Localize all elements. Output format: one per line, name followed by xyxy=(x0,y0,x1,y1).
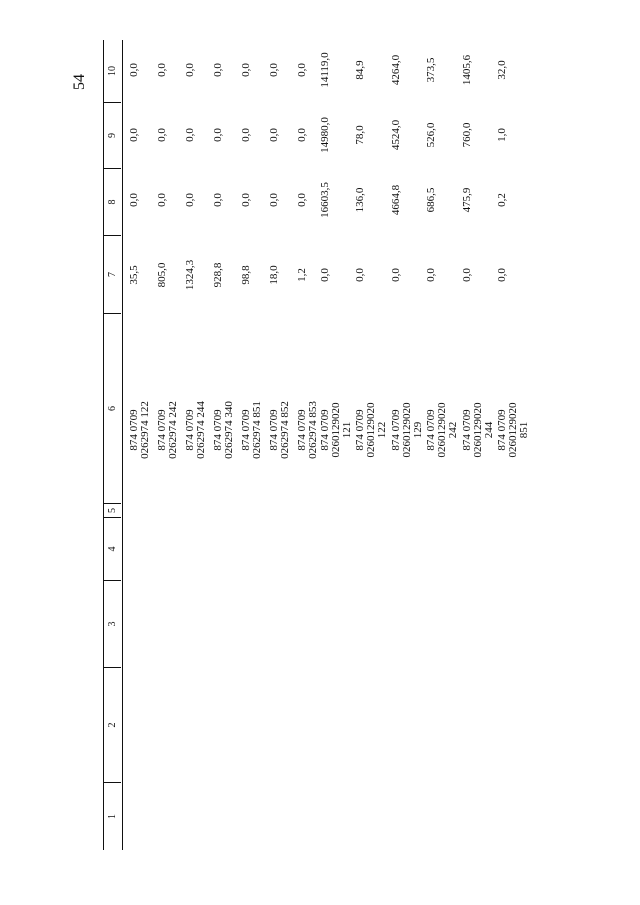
table-cell-c6 xyxy=(497,370,530,490)
table-cell-c8: 16603,5 xyxy=(319,182,331,218)
table-cell-c8: 686,5 xyxy=(425,187,437,213)
table-cell-c9: 0,0 xyxy=(156,128,168,142)
table-cell-c9: 0,0 xyxy=(128,128,140,142)
header-col-10: 10 xyxy=(104,40,121,103)
cell-line: 874 0709 xyxy=(319,409,331,451)
cell-line: 0260129020 xyxy=(472,402,484,458)
table-cell-c7: 0,0 xyxy=(461,268,473,282)
table-cell-c6 xyxy=(129,370,151,490)
cell-line: 0262974 242 xyxy=(167,401,179,459)
cell-line: 0260129020 xyxy=(401,402,413,458)
table-cell-c10: 0,0 xyxy=(184,63,196,77)
budget-table xyxy=(103,40,533,850)
table-cell-c9: 0,0 xyxy=(212,128,224,142)
table-cell-c10: 14119,0 xyxy=(319,52,331,88)
table-cell-c7: 1324,3 xyxy=(184,259,196,291)
table-cell-c7: 0,0 xyxy=(390,268,402,282)
header-col-9: 9 xyxy=(104,103,121,169)
table-cell-c6 xyxy=(185,370,207,490)
cell-line: 874 0709 xyxy=(240,409,252,451)
table-cell-c10: 0,0 xyxy=(268,63,280,77)
table-cell-c6 xyxy=(269,370,291,490)
header-col-7: 7 xyxy=(104,236,121,314)
table-cell-c9: 760,0 xyxy=(461,122,473,148)
cell-line: 874 0709 xyxy=(184,409,196,451)
table-cell-c8: 0,0 xyxy=(156,193,168,207)
table-cell-c7: 0,0 xyxy=(496,268,508,282)
table-cell-c9: 1,0 xyxy=(496,128,508,142)
table-row xyxy=(353,40,393,850)
table-cell-c8: 475,9 xyxy=(461,187,473,213)
cell-line: 874 0709 xyxy=(296,409,308,451)
cell-line: 0262974 853 xyxy=(307,401,319,459)
table-cell-c7: 98,8 xyxy=(240,265,252,285)
cell-line: 874 0709 xyxy=(425,409,437,451)
table-header-row xyxy=(103,40,123,850)
cell-line: 122 xyxy=(376,421,388,439)
cell-line: 0260129020 xyxy=(507,402,519,458)
cell-line: 242 xyxy=(447,421,459,439)
cell-line: 874 0709 xyxy=(128,409,140,451)
header-col-3: 3 xyxy=(104,581,121,668)
table-cell-c10: 0,0 xyxy=(296,63,308,77)
header-col-4: 4 xyxy=(104,518,121,581)
table-cell-c9: 14980,0 xyxy=(319,117,331,153)
cell-line: 121 xyxy=(341,421,353,439)
header-col-5: 5 xyxy=(104,504,121,518)
page-number: 54 xyxy=(71,74,88,90)
table-cell-c8: 0,0 xyxy=(184,193,196,207)
table-cell-c6 xyxy=(426,370,459,490)
table-cell-c7: 0,0 xyxy=(354,268,366,282)
cell-line: 874 0709 xyxy=(212,409,224,451)
table-cell-c6 xyxy=(355,370,388,490)
table-cell-c9: 78,0 xyxy=(354,125,366,145)
table-cell-c6 xyxy=(297,370,319,490)
cell-line: 874 0709 xyxy=(268,409,280,451)
header-col-8: 8 xyxy=(104,169,121,236)
table-cell-c8: 4664,8 xyxy=(390,184,402,216)
table-cell-c8: 0,0 xyxy=(296,193,308,207)
table-cell-c9: 0,0 xyxy=(184,128,196,142)
table-cell-c7: 1,2 xyxy=(296,268,308,282)
table-cell-c8: 0,2 xyxy=(496,193,508,207)
table-cell-c9: 0,0 xyxy=(240,128,252,142)
table-cell-c6 xyxy=(213,370,235,490)
table-cell-c10: 32,0 xyxy=(496,60,508,80)
cell-line: 0260129020 xyxy=(330,402,342,458)
table-cell-c10: 4264,0 xyxy=(390,54,402,86)
table-cell-c6 xyxy=(320,370,353,490)
table-cell-c7: 928,8 xyxy=(212,262,224,288)
table-cell-c10: 0,0 xyxy=(212,63,224,77)
table-row xyxy=(460,40,500,850)
table-cell-c10: 84,9 xyxy=(354,60,366,80)
table-cell-c6 xyxy=(157,370,179,490)
cell-line: 0260129020 xyxy=(436,402,448,458)
table-row xyxy=(424,40,464,850)
table-cell-c7: 18,0 xyxy=(268,265,280,285)
cell-line: 874 0709 xyxy=(461,409,473,451)
header-col-2: 2 xyxy=(104,668,121,783)
header-col-6: 6 xyxy=(104,314,121,504)
table-cell-c8: 0,0 xyxy=(240,193,252,207)
table-cell-c8: 0,0 xyxy=(128,193,140,207)
cell-line: 0262974 244 xyxy=(195,401,207,459)
table-cell-c8: 0,0 xyxy=(212,193,224,207)
table-row xyxy=(495,40,535,850)
cell-line: 0262974 852 xyxy=(279,401,291,459)
cell-line: 0262974 851 xyxy=(251,401,263,459)
table-cell-c10: 0,0 xyxy=(156,63,168,77)
cell-line: 874 0709 xyxy=(390,409,402,451)
cell-line: 244 xyxy=(483,421,495,439)
table-cell-c8: 136,0 xyxy=(354,187,366,213)
table-cell-c6 xyxy=(391,370,424,490)
table-cell-c10: 0,0 xyxy=(240,63,252,77)
table-row xyxy=(389,40,429,850)
table-cell-c9: 0,0 xyxy=(268,128,280,142)
cell-line: 874 0709 xyxy=(354,409,366,451)
cell-line: 851 xyxy=(518,421,530,439)
table-cell-c6 xyxy=(462,370,495,490)
table-cell-c6 xyxy=(241,370,263,490)
table-cell-c7: 805,0 xyxy=(156,262,168,288)
table-cell-c7: 0,0 xyxy=(425,268,437,282)
cell-line: 874 0709 xyxy=(496,409,508,451)
table-cell-c9: 0,0 xyxy=(296,128,308,142)
header-col-1: 1 xyxy=(107,814,118,819)
table-cell-c7: 35,5 xyxy=(128,265,140,285)
table-cell-c7: 0,0 xyxy=(319,268,331,282)
cell-line: 0260129020 xyxy=(365,402,377,458)
table-cell-c9: 526,0 xyxy=(425,122,437,148)
table-cell-c8: 0,0 xyxy=(268,193,280,207)
cell-line: 0262974 122 xyxy=(139,401,151,459)
cell-line: 874 0709 xyxy=(156,409,168,451)
table-row xyxy=(318,40,358,850)
table-cell-c10: 1405,6 xyxy=(461,54,473,86)
cell-line: 129 xyxy=(412,421,424,439)
table-cell-c10: 0,0 xyxy=(128,63,140,77)
table-cell-c9: 4524,0 xyxy=(390,119,402,151)
table-cell-c10: 373,5 xyxy=(425,57,437,83)
cell-line: 0262974 340 xyxy=(223,401,235,459)
